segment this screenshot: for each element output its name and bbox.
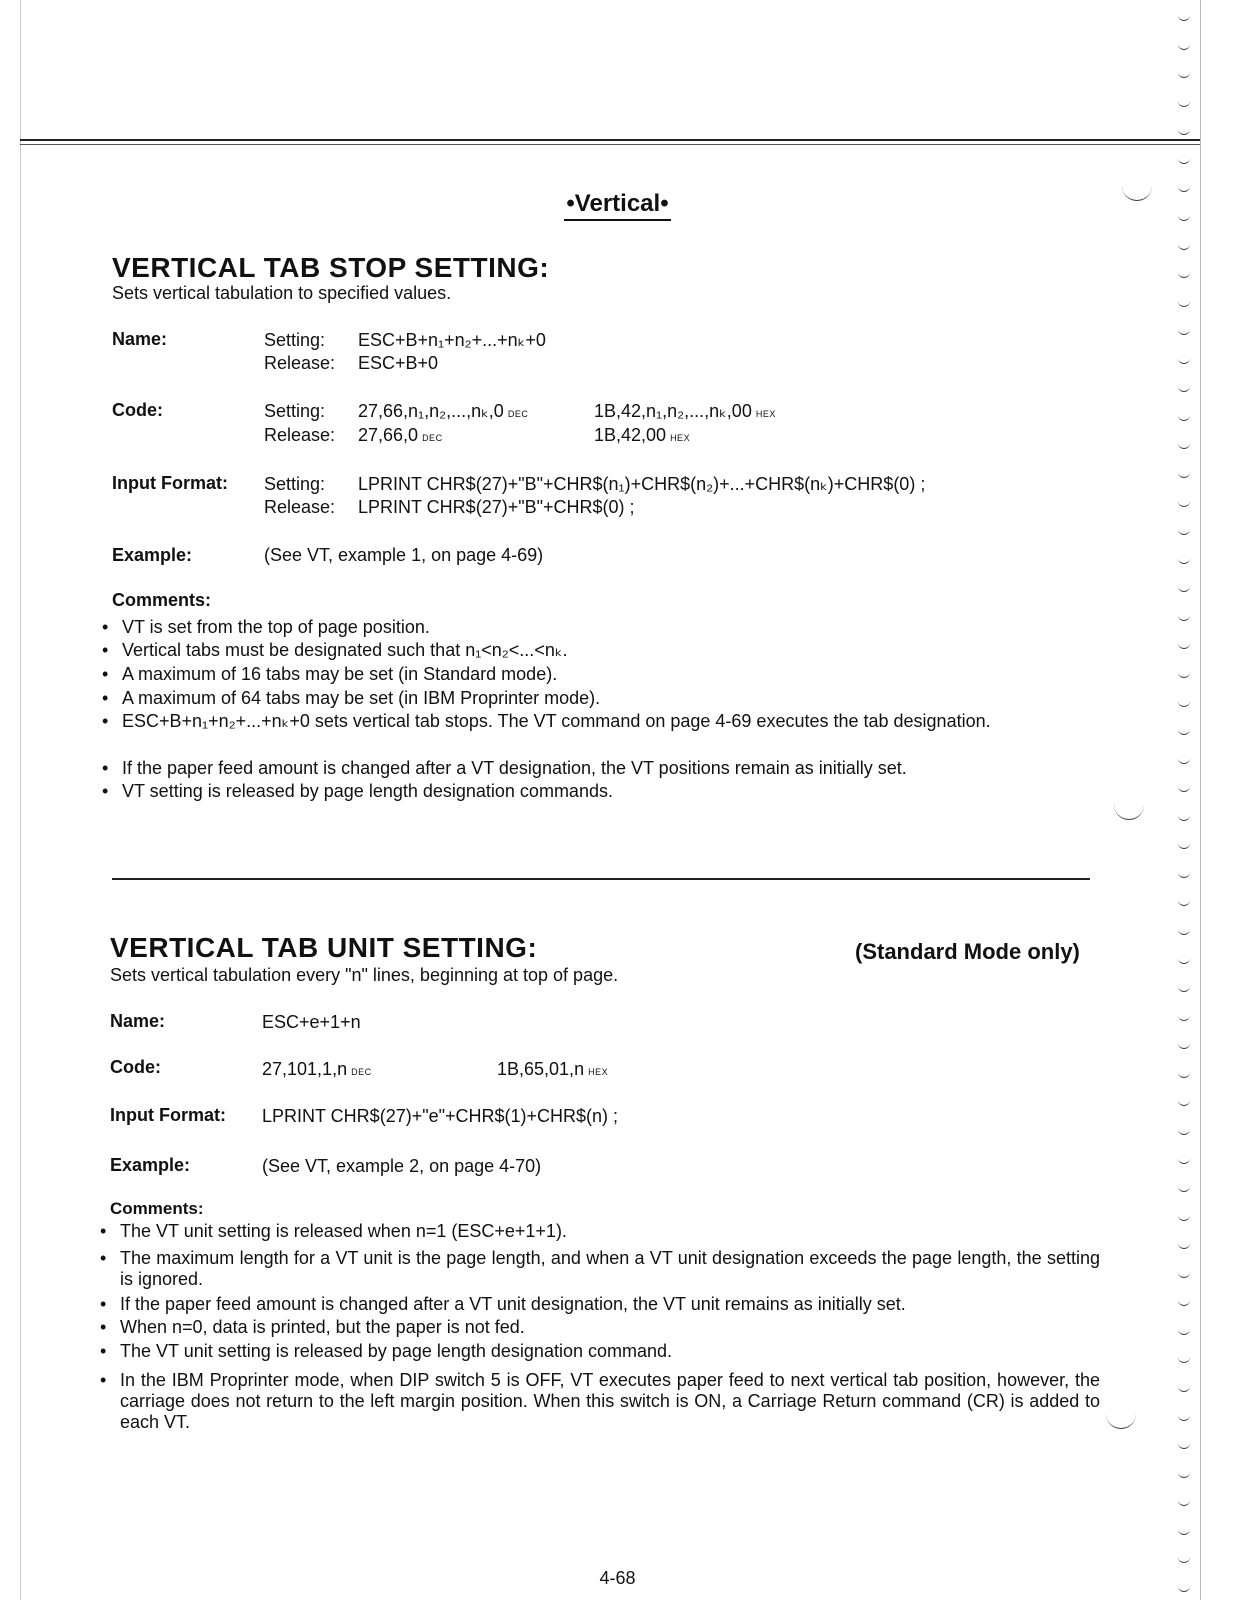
comment-item: • A maximum of 16 tabs may be set (in Standard mode). <box>102 664 558 684</box>
binder-holes <box>1178 12 1194 1592</box>
comment-item: • If the paper feed amount is changed after a VT designation, the VT positions remain as initially set. <box>102 758 907 778</box>
code-release-label: Release: <box>264 425 336 445</box>
comment-item: • The VT unit setting is released when n=1 (ESC+e+1+1). <box>100 1221 567 1241</box>
comment-item: • When n=0, data is printed, but the paper is not fed. <box>100 1317 525 1337</box>
comment-item: • VT is set from the top of page position. <box>102 617 430 637</box>
code-setting-dec: 27,66,n₁,n₂,...,nₖ,0 DEC <box>358 401 529 421</box>
comment-item: • A maximum of 64 tabs may be set (in IBM Proprinter mode). <box>102 688 601 708</box>
input-setting-value: LPRINT CHR$(27)+"B"+CHR$(n₁)+CHR$(n₂)+...+CHR$(nₖ)+CHR$(0) ; <box>358 474 926 494</box>
name-label: Name: <box>110 1011 166 1031</box>
section-divider <box>112 878 1090 880</box>
comment-item: • VT setting is released by page length designation commands. <box>102 781 613 801</box>
binder-curl-mark <box>1106 1414 1136 1429</box>
command-title: VERTICAL TAB STOP SETTING: <box>112 252 550 283</box>
comments-label: Comments: <box>112 590 212 610</box>
code-release-dec: 27,66,0 DEC <box>358 425 443 445</box>
example-label: Example: <box>110 1155 191 1175</box>
mode-note: (Standard Mode only) <box>855 939 1080 964</box>
command-description: Sets vertical tabulation to specified values. <box>112 283 452 303</box>
name-setting-value: ESC+B+n₁+n₂+...+nₖ+0 <box>358 330 546 350</box>
code-release-hex: 1B,42,00 HEX <box>594 425 691 445</box>
header-rule <box>20 139 1200 141</box>
code-label: Code: <box>112 400 163 420</box>
input-format-value: LPRINT CHR$(27)+"e"+CHR$(1)+CHR$(n) ; <box>262 1106 619 1126</box>
input-release-value: LPRINT CHR$(27)+"B"+CHR$(0) ; <box>358 497 635 517</box>
name-release-label: Release: <box>264 353 336 373</box>
binder-curl-mark <box>1114 805 1144 820</box>
code-label: Code: <box>110 1057 161 1077</box>
comment-item: • The VT unit setting is released by page length designation command. <box>100 1341 673 1361</box>
comment-item: • Vertical tabs must be designated such that n₁<n₂<...<nₖ. <box>102 640 568 660</box>
section-heading: •Vertical• <box>0 190 1235 218</box>
code-hex: 1B,65,01,n HEX <box>497 1059 609 1079</box>
code-setting-label: Setting: <box>264 401 326 421</box>
input-format-label: Input Format: <box>112 473 228 493</box>
page-left-edge <box>20 0 21 1600</box>
comment-item: • ESC+B+n₁+n₂+...+nₖ+0 sets vertical tab stops. The VT command on page 4-69 executes the tab designation. <box>102 711 991 731</box>
name-label: Name: <box>112 329 168 349</box>
comment-item: • If the paper feed amount is changed after a VT unit designation, the VT unit remains as initially set. <box>100 1294 906 1314</box>
example-value: (See VT, example 1, on page 4-69) <box>264 545 544 565</box>
name-value: ESC+e+1+n <box>262 1012 361 1032</box>
name-setting-label: Setting: <box>264 330 326 350</box>
input-format-label: Input Format: <box>110 1105 226 1125</box>
header-rule-secondary <box>20 144 1200 145</box>
command-title: VERTICAL TAB UNIT SETTING: <box>110 932 538 963</box>
example-value: (See VT, example 2, on page 4-70) <box>262 1156 542 1176</box>
page-number: 4-68 <box>599 1568 636 1588</box>
comment-item: • In the IBM Proprinter mode, when DIP switch 5 is OFF, VT executes paper feed to next vertical tab position, however, the carriage does not return to the left margin position. When this switch is ON, a Carriage Return command (CR) is added to each VT. <box>100 1370 1100 1432</box>
input-setting-label: Setting: <box>264 474 326 494</box>
code-setting-hex: 1B,42,n₁,n₂,...,nₖ,00 HEX <box>594 401 776 421</box>
example-label: Example: <box>112 545 193 565</box>
comment-item: • The maximum length for a VT unit is the page length, and when a VT unit designation exceeds the page length, the setting is ignored. <box>100 1248 1100 1289</box>
name-release-value: ESC+B+0 <box>358 353 439 373</box>
code-dec: 27,101,1,n DEC <box>262 1059 372 1079</box>
comments-label: Comments: <box>110 1199 204 1218</box>
page-right-edge <box>1200 0 1201 1600</box>
command-description: Sets vertical tabulation every "n" lines, beginning at top of page. <box>110 965 619 985</box>
input-release-label: Release: <box>264 497 336 517</box>
